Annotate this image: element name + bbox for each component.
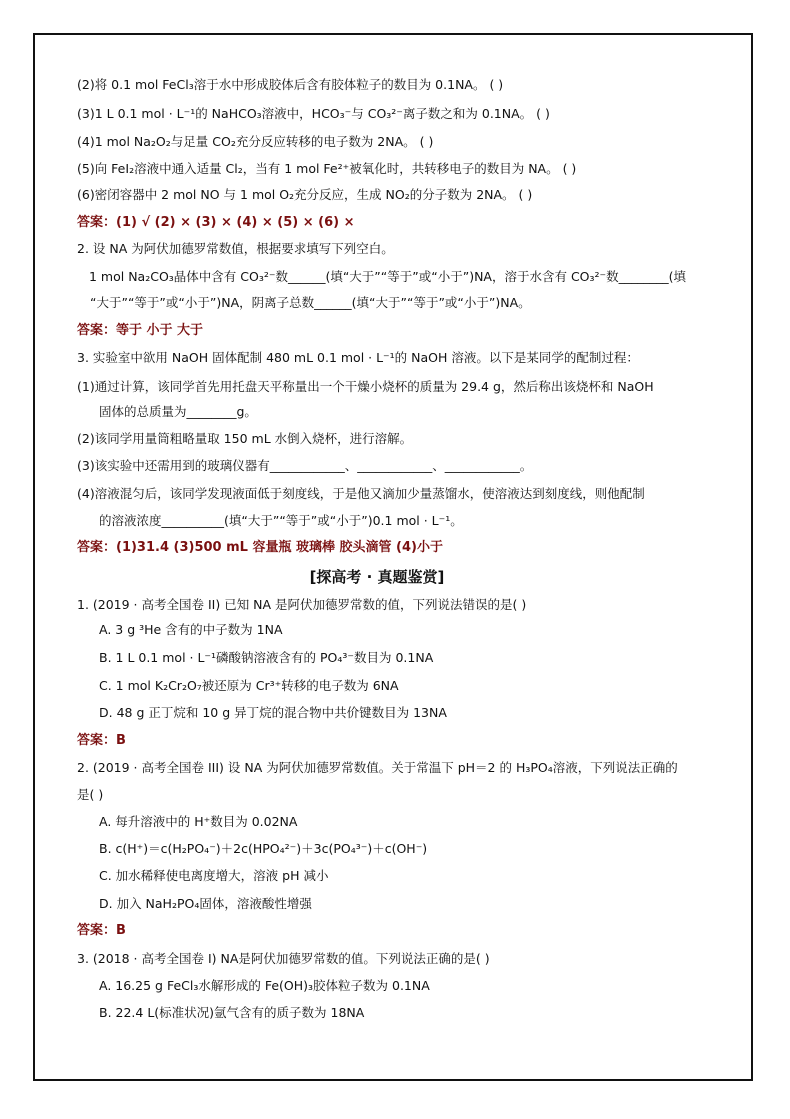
question-line: (4)溶液混匀后，该同学发现液面低于刻度线，于是他又滴加少量蒸馏水，使溶液达到刻度线，则他配制 (77, 486, 645, 501)
question-line: 固体的总质量为________g。 (99, 404, 257, 419)
question-line: (2)该同学用量筒粗略量取 150 mL 水倒入烧杯，进行溶解。 (77, 431, 413, 446)
option-line: B. 22.4 L(标准状况)氩气含有的质子数为 18NA (99, 1005, 365, 1020)
question-line: (3)1 L 0.1 mol · L⁻¹的 NaHCO₃溶液中，HCO₃⁻与 CO₃²⁻离子数之和为 0.1NA。 ( ) (77, 106, 550, 121)
question-line: 2. 设 NA 为阿伏加德罗常数值，根据要求填写下列空白。 (77, 241, 394, 256)
question-line: (6)密闭容器中 2 mol NO 与 1 mol O₂充分反应，生成 NO₂的分子数为 2NA。 ( ) (77, 187, 533, 202)
question-line: “大于”“等于”或“小于”)NA，阴离子总数______(填“大于”“等于”或“小于”)NA。 (90, 295, 531, 310)
question-line: 是( ) (77, 787, 104, 802)
question-line: 1 mol Na₂CO₃晶体中含有 CO₃²⁻数______(填“大于”“等于”或“小于”)NA，溶于水含有 CO₃²⁻数________(填 (89, 269, 687, 284)
option-line: A. 3 g ³He 含有的中子数为 1NA (99, 622, 283, 637)
option-line: C. 1 mol K₂Cr₂O₇被还原为 Cr³⁺转移的电子数为 6NA (99, 678, 399, 693)
question-line: (5)向 FeI₂溶液中通入适量 Cl₂，当有 1 mol Fe²⁺被氧化时，共转移电子的数目为 NA。 ( ) (77, 161, 577, 176)
option-line: D. 48 g 正丁烷和 10 g 异丁烷的混合物中共价键数目为 13NA (99, 705, 447, 720)
answer-line: 答案：B (77, 733, 126, 748)
question-line: 3. 实验室中欲用 NaOH 固体配制 480 mL 0.1 mol · L⁻¹的 NaOH 溶液。以下是某同学的配制过程： (77, 350, 639, 365)
question-line: 1. (2019 · 高考全国卷 II) 已知 NA 是阿伏加德罗常数的值，下列说法错误的是( ) (77, 597, 527, 612)
section-heading: [探高考 · 真题鉴赏] (309, 568, 445, 586)
option-line: A. 16.25 g FeCl₃水解形成的 Fe(OH)₃胶体粒子数为 0.1NA (99, 978, 430, 993)
question-line: (2)将 0.1 mol FeCl₃溶于水中形成胶体后含有胶体粒子的数目为 0.1NA。 ( ) (77, 77, 504, 92)
option-line: B. c(H⁺)＝c(H₂PO₄⁻)＋2c(HPO₄²⁻)＋3c(PO₄³⁻)＋c(OH⁻) (99, 841, 428, 856)
question-line: (4)1 mol Na₂O₂与足量 CO₂充分反应转移的电子数为 2NA。 ( ) (77, 134, 434, 149)
option-line: B. 1 L 0.1 mol · L⁻¹磷酸钠溶液含有的 PO₄³⁻数目为 0.1NA (99, 650, 434, 665)
answer-line: 答案：(1)31.4 (3)500 mL 容量瓶 玻璃棒 胶头滴管 (4)小于 (77, 540, 443, 555)
question-line: 的溶液浓度__________(填“大于”“等于”或“小于”)0.1 mol · L⁻¹。 (99, 513, 463, 528)
question-line: (3)该实验中还需用到的玻璃仪器有____________、____________、____________。 (77, 458, 533, 473)
question-line: 3. (2018 · 高考全国卷 I) NA是阿伏加德罗常数的值。下列说法正确的是( ) (77, 951, 490, 966)
option-line: C. 加水稀释使电离度增大，溶液 pH 减小 (99, 868, 329, 883)
answer-line: 答案：B (77, 923, 126, 938)
question-line: (1)通过计算，该同学首先用托盘天平称量出一个干燥小烧杯的质量为 29.4 g，然后称出该烧杯和 NaOH (77, 379, 654, 394)
answer-line: 答案：等于 小于 大于 (77, 323, 204, 338)
answer-line: 答案：(1) √ (2) × (3) × (4) × (5) × (6) × (77, 215, 355, 230)
option-line: D. 加入 NaH₂PO₄固体，溶液酸性增强 (99, 896, 312, 911)
question-line: 2. (2019 · 高考全国卷 III) 设 NA 为阿伏加德罗常数值。关于常温下 pH＝2 的 H₃PO₄溶液，下列说法正确的 (77, 760, 678, 775)
option-line: A. 每升溶液中的 H⁺数目为 0.02NA (99, 814, 298, 829)
